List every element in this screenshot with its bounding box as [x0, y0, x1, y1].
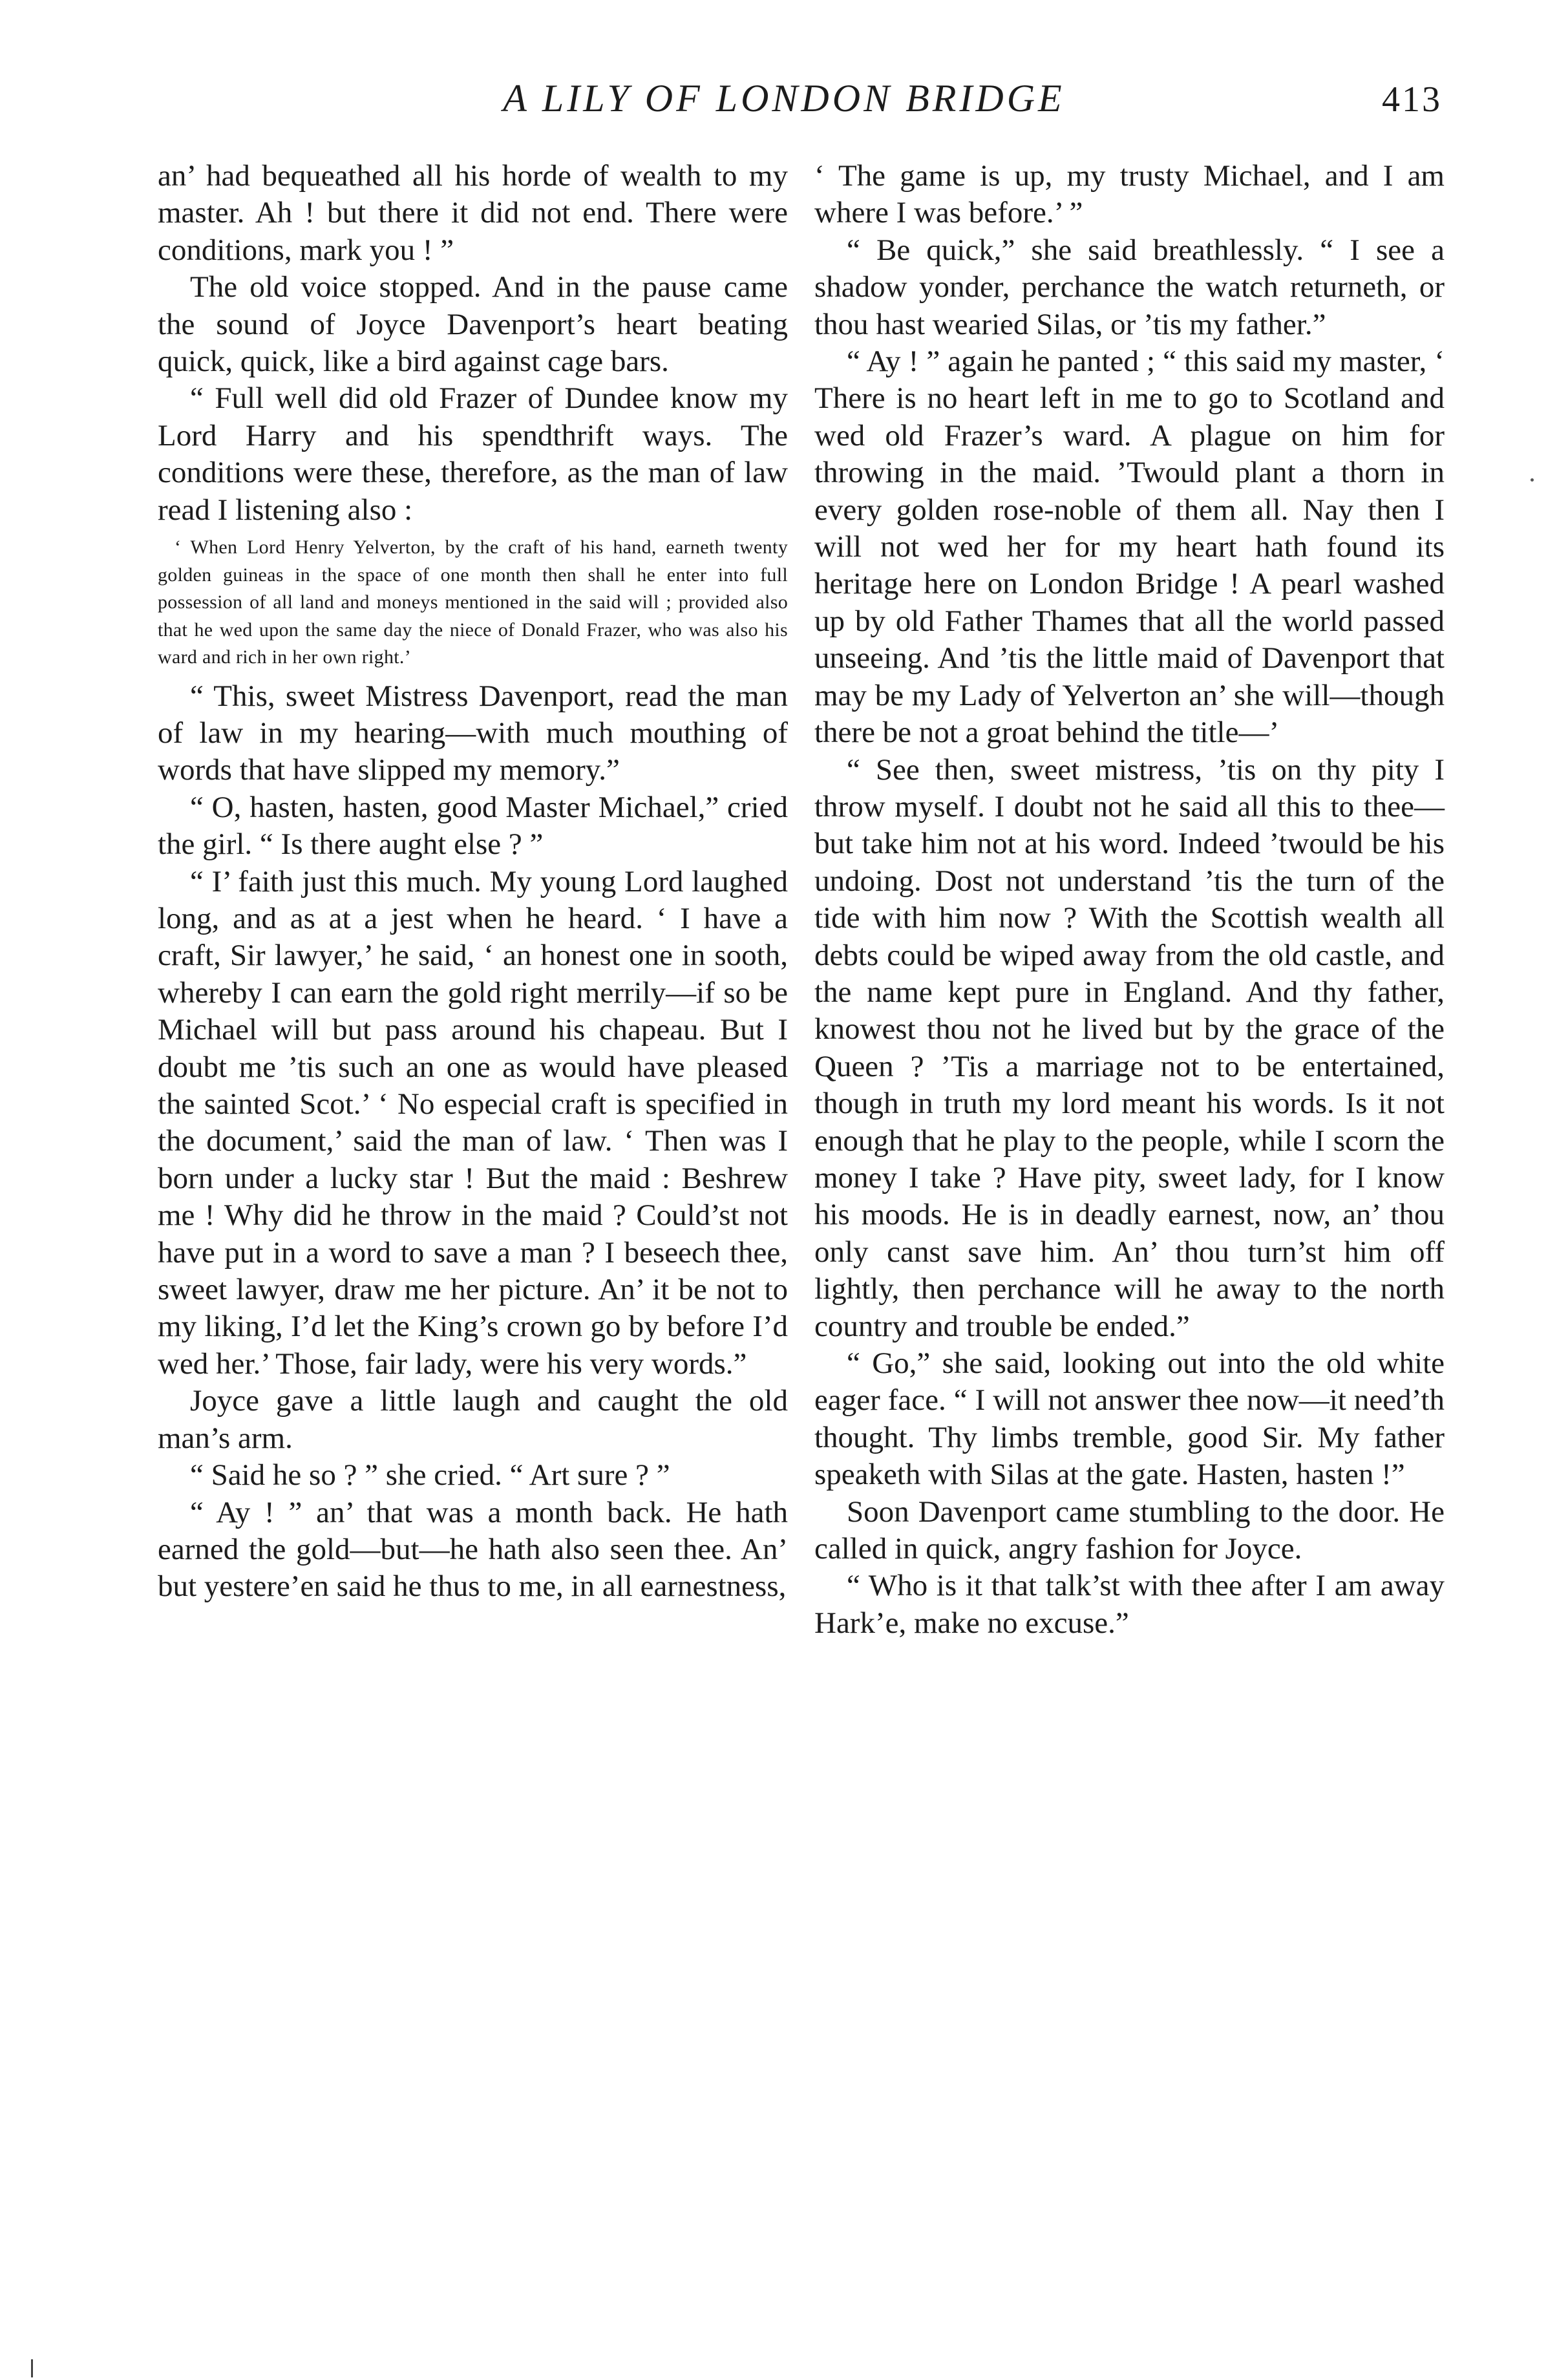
right-paragraph-3: “ Ay ! ” again he panted ; “ this said my master, ‘ There is no heart left in me to go to Scotland and wed old Frazer’s ward. A plague on him for throwing in the maid. ’Twould plant a thorn in every golden rose-noble of them all. Nay then I will not wed her for my heart hath found its heritage here on London Bridge ! A pearl washed up by old Father Thames that all the world passed unseeing. And ’tis the little maid of Davenport that may be my Lady of Yelverton an’ she will—though there be not a groat behind the title—’: [814, 345, 1445, 750]
left-paragraph-5: “ This, sweet Mistress Davenport, read the man of law in my hearing—with much mouthing of words that have slipped my memory.”: [158, 679, 788, 787]
right-paragraph-1: ‘ The game is up, my trusty Michael, and I am where I was before.’ ”: [814, 159, 1445, 230]
left-paragraph-10: “ Ay ! ” an’ that was a month back. He hath earned the gold—but—he hath also seen thee. An’ but yestere’en said he thus to me, in all earnestness,: [158, 1495, 788, 1604]
left-column: [158, 158, 788, 1606]
right-paragraph-7: “ Who is it that talk’st with thee after I am away Hark’e, make no excuse.”: [814, 1569, 1445, 1640]
left-paragraph-9: “ Said he so ? ” she cried. “ Art sure ? ”: [190, 1458, 670, 1493]
right-paragraph-5: “ Go,” she said, looking out into the old white eager face. “ I will not answer thee now—it need’th thought. Thy limbs tremble, good Sir. My father speaketh with Silas at the gate. Hasten, hasten !”: [814, 1346, 1445, 1492]
left-paragraph-7: “ I’ faith just this much. My young Lord laughed long, and as at a jest when he heard. ‘ I have a craft, Sir lawyer,’ he said, ‘ an honest one in sooth, whereby I can earn the gold right merrily—if so be Michael will but pass around his chapeau. But I doubt me ’tis such an one as would have pleased the sainted Scot.’ ‘ No especial craft is specified in the document,’ said the man of law. ‘ Then was I born under a lucky star ! But the maid : Beshrew me ! Why did he throw in the maid ? Could’st not have put in a word to save a man ? I beseech thee, sweet lawyer, draw me her picture. An’ it be not to my liking, I’d let the King’s crown go by before I’d wed her.’ Those, fair lady, were his very words.”: [158, 864, 788, 1381]
right-column: [814, 158, 1445, 1642]
left-paragraph-3: “ Full well did old Frazer of Dundee know my Lord Harry and his spendthrift ways. The conditions were these, therefore, as the man of law read I listening also :: [158, 381, 788, 527]
right-paragraph-2: “ Be quick,” she said breathlessly. “ I see a shadow yonder, perchance the watch returneth, or thou hast wearied Silas, or ’tis my father.”: [814, 233, 1445, 341]
running-header-title: A LILY OF LONDON BRIDGE: [503, 77, 1065, 120]
left-paragraph-6: “ O, hasten, hasten, good Master Michael,” cried the girl. “ Is there aught else ? ”: [158, 790, 788, 862]
left-paragraph-8: Joyce gave a little laugh and caught the old man’s arm.: [158, 1384, 788, 1455]
will-quotation: ‘ When Lord Henry Yelverton, by the craft of his hand, earneth twenty golden guineas in the space of one month then shall he enter into full possession of all land and moneys mentioned in the said will ; provided also that he wed upon the same day the niece of Donald Frazer, who was also his ward and rich in her own right.’: [158, 537, 788, 668]
right-paragraph-6: Soon Davenport came stumbling to the door. He called in quick, angry fashion for Joyce.: [814, 1494, 1445, 1566]
page-number: 413: [1382, 80, 1442, 120]
page-corner-mark: [31, 2359, 33, 2377]
margin-speck: [1531, 478, 1534, 482]
left-paragraph-1: an’ had bequeathed all his horde of wealth to my master. Ah ! but there it did not end. There were conditions, mark you ! ”: [158, 159, 788, 267]
left-paragraph-2: The old voice stopped. And in the pause came the sound of Joyce Davenport’s heart beating quick, quick, like a bird against cage bars.: [158, 270, 788, 379]
right-paragraph-4: “ See then, sweet mistress, ’tis on thy pity I throw myself. I doubt not he said all this to thee—but take him not at his word. Indeed ’twould be his undoing. Dost not understand ’tis the turn of the tide with him now ? With the Scottish wealth all debts could be wiped away from the old castle, and the name kept pure in England. And thy father, knowest thou not he lived but by the grace of the Queen ? ’Tis a marriage not to be entertained, though in truth my lord meant his words. Is it not enough that he play to the people, while I scorn the money I take ? Have pity, sweet lady, for I know his moods. He is in deadly earnest, now, an’ thou only canst save him. An’ thou turn’st him off lightly, then perchance will he away to the north country and trouble be ended.”: [814, 752, 1445, 1343]
